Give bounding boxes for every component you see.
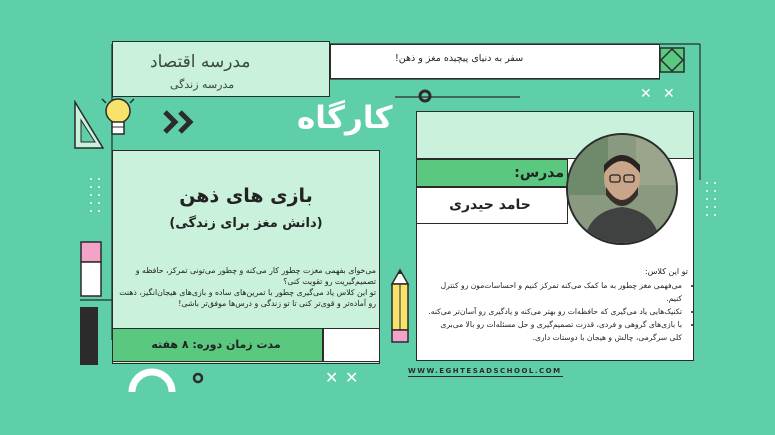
workshop-title: کارگاه [297,100,393,136]
teacher-label: مدرس: [514,165,564,181]
course-description-line: می‌خوای بفهمی مغزت چطور کار می‌کنه و چطور می‌تونی تمرکز، حافظه و تصمیم‌گیریت رو تقویت کنی؟ [135,266,376,286]
eraser-icon [79,240,103,300]
lightbulb-icon [100,95,136,145]
duration-side-box [323,328,380,362]
list-item: • تکنیک‌هایی یاد می‌گیری که حافظه‌ات رو بهتر می‌کنه و یادگیری رو آسان‌تر می‌کنه. [424,305,682,318]
list-item: • می‌فهمی مغز چطور به ما کمک می‌کنه تمرکز کنیم و احساسات‌مون رو کنترل کنیم. [424,279,682,305]
class-info-list [424,279,694,344]
x-mark-icon: ✕ [345,368,359,387]
ring-icon [418,89,432,103]
dot-grid-decoration [88,176,102,216]
x-mark-icon: ✕ [325,368,339,387]
half-circle-decoration [128,368,176,394]
double-chevron-icon [163,110,199,134]
course-description-line: تو این کلاس یاد می‌گیری چطور با تمرین‌های ساده و بازی‌های هیجان‌انگیز، ذهنت رو آماده‌تر و قوی‌تر کنی تا تو زندگی و درس‌ها موفق‌تر باشی! [119,288,376,308]
list-item: کلی سرگرمی، چالش و هیجان با دوستات داری. [532,333,682,342]
class-info-title: تو این کلاس: [644,267,688,276]
teacher-photo [566,133,678,245]
pencil-icon [388,268,412,348]
website-link[interactable]: WWW.EGHTESADSCHOOL.COM [408,367,562,375]
x-mark-icon: ✕ [663,86,675,102]
ring-icon [192,372,204,384]
x-mark-icon: ✕ [640,86,652,102]
course-title: بازی های ذهن [179,185,313,207]
course-duration: مدت زمان دوره: ۸ هفته [151,338,281,351]
logo-sub-text: مدرسه زندگی [170,78,235,91]
tagline: سفر به دنیای پیچیده مغز و ذهن! [395,53,524,64]
teacher-name: حامد حیدری [449,197,531,213]
logo-main-text: مدرسه اقتصاد [150,52,251,72]
website-underline [408,376,563,377]
course-subtitle: (دانش مغز برای زندگی) [169,216,323,231]
list-item: • با بازی‌های گروهی و فردی، قدرت تصمیم‌گیری و حل مسئله‌ات رو بالا می‌بری [424,318,682,331]
triangle-ruler-icon [73,100,105,150]
course-description [118,265,376,309]
square-diamond-icon [658,46,686,74]
black-bar-decoration [80,307,98,365]
dot-grid-decoration [704,180,718,220]
